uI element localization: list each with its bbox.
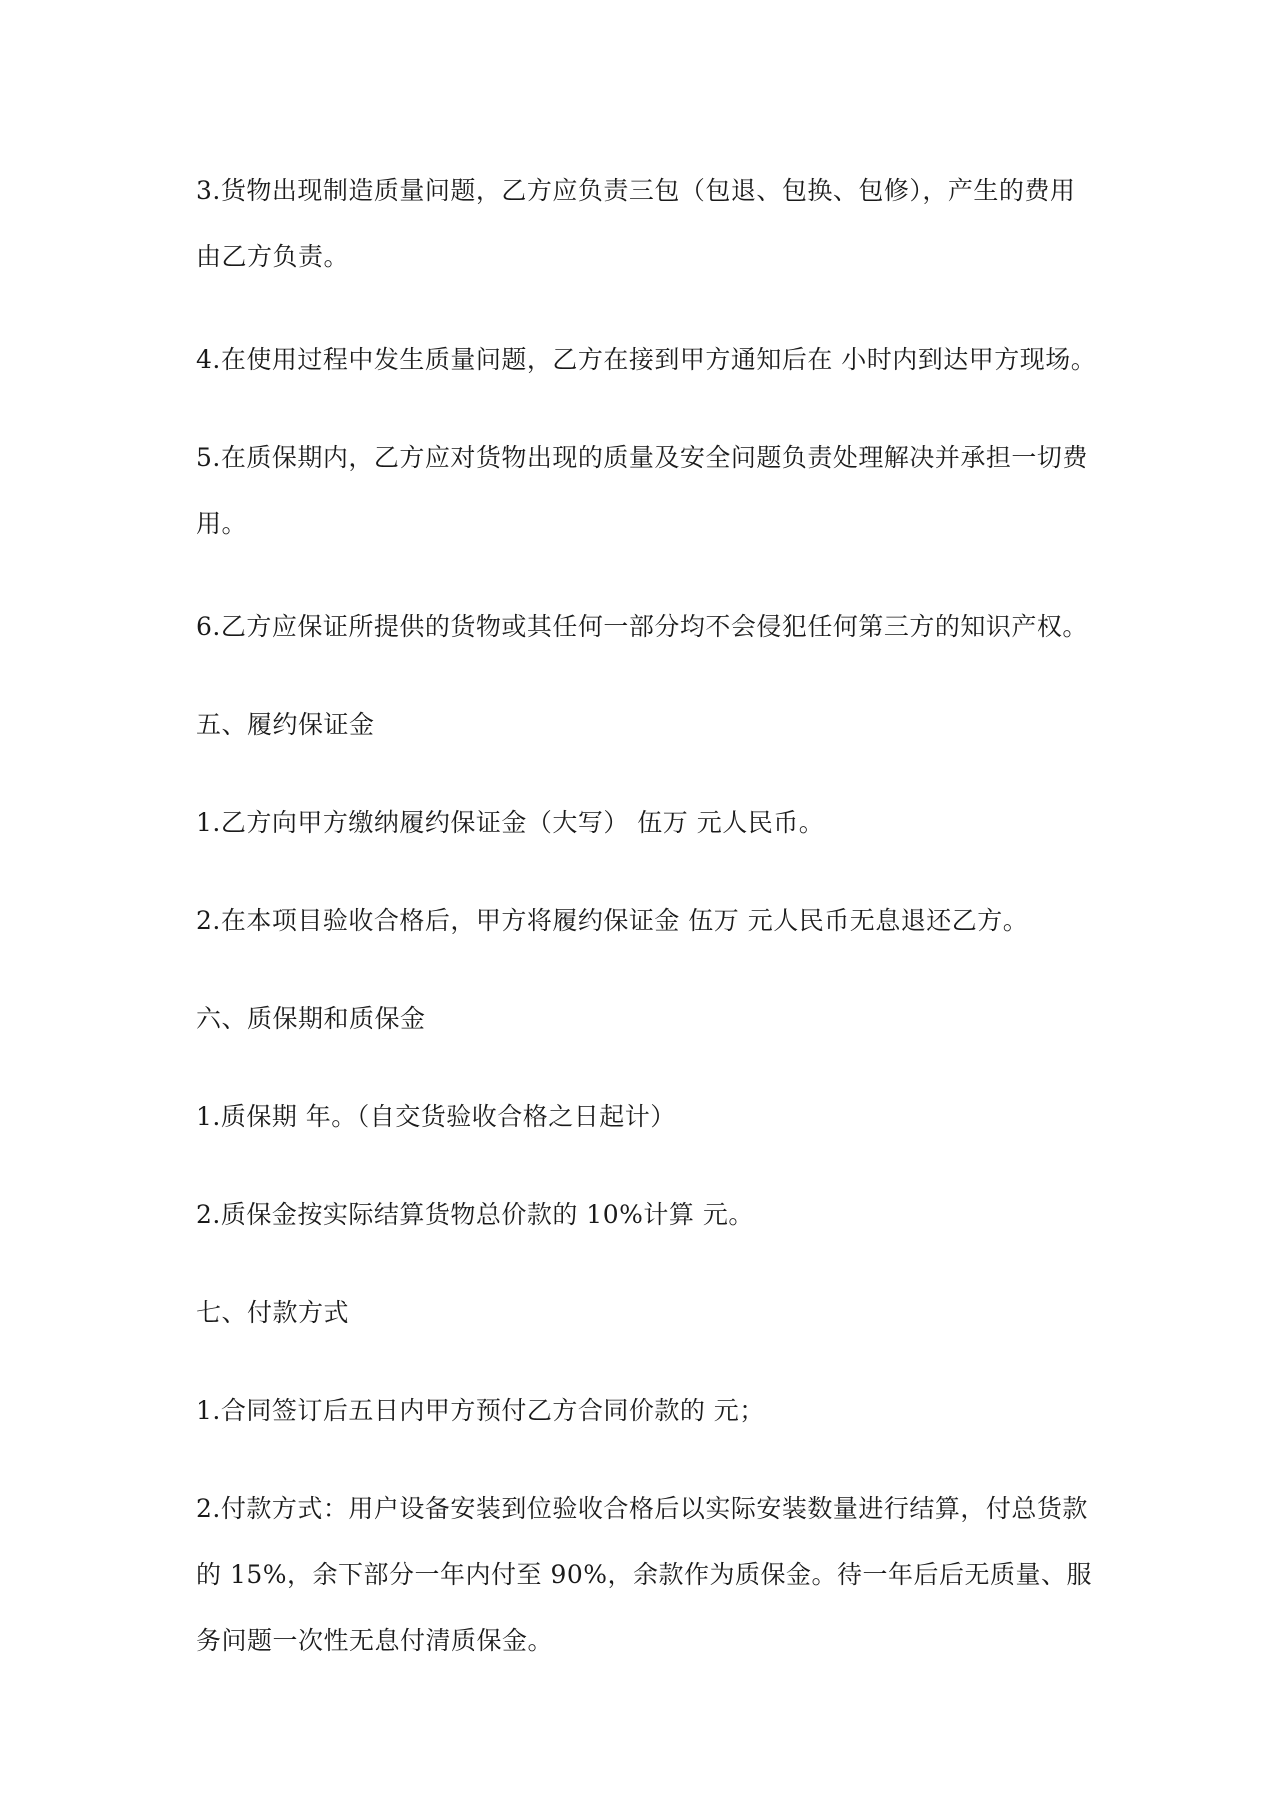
paragraph-quality-6 (196, 594, 1096, 660)
text-line: 3.货物出现制造质量问题，乙方应负责三包（包退、包换、包修），产生的费用 (196, 176, 1076, 205)
text-line: 1.质保期 年。（自交货验收合格之日起计） (196, 1102, 676, 1131)
paragraph-warranty-2 (196, 1182, 1096, 1248)
text-line: 2.在本项目验收合格后，甲方将履约保证金 伍万 元人民币无息退还乙方。 (196, 906, 1029, 935)
text-line: 由乙方负责。 (196, 242, 350, 271)
paragraph-quality-3 (196, 158, 1096, 290)
heading-text: 六、质保期和质保金 (196, 1004, 426, 1033)
section-heading-5 (196, 692, 1096, 758)
text-line: 6.乙方应保证所提供的货物或其任何一部分均不会侵犯任何第三方的知识产权。 (196, 612, 1088, 641)
text-line: 1.合同签订后五日内甲方预付乙方合同价款的 元； (196, 1396, 765, 1425)
paragraph-deposit-2 (196, 888, 1096, 954)
text-line: 2.质保金按实际结算货物总价款的 10%计算 元。 (196, 1200, 754, 1229)
heading-text: 五、履约保证金 (196, 710, 375, 739)
text-line: 1.乙方向甲方缴纳履约保证金（大写） 伍万 元人民币。 (196, 808, 825, 837)
paragraph-payment-1 (196, 1378, 1096, 1444)
paragraph-warranty-1 (196, 1084, 1096, 1150)
section-heading-7 (196, 1280, 1096, 1346)
text-line: 2.付款方式：用户设备安装到位验收合格后以实际安装数量进行结算，付总货款 (196, 1494, 1088, 1523)
paragraph-deposit-1 (196, 790, 1096, 856)
section-heading-6 (196, 986, 1096, 1052)
text-line: 的 15%，余下部分一年内付至 90%，余款作为质保金。待一年后后无质量、服 (196, 1560, 1093, 1589)
paragraph-payment-2 (196, 1476, 1096, 1674)
text-line: 5.在质保期内，乙方应对货物出现的质量及安全问题负责处理解决并承担一切费 (196, 443, 1088, 472)
text-line: 务问题一次性无息付清质保金。 (196, 1626, 554, 1655)
paragraph-quality-5 (196, 425, 1096, 557)
heading-text: 七、付款方式 (196, 1298, 350, 1327)
paragraph-quality-4 (196, 327, 1096, 393)
text-line: 4.在使用过程中发生质量问题，乙方在接到甲方通知后在 小时内到达甲方现场。 (196, 345, 1097, 374)
text-line: 用。 (196, 509, 248, 538)
